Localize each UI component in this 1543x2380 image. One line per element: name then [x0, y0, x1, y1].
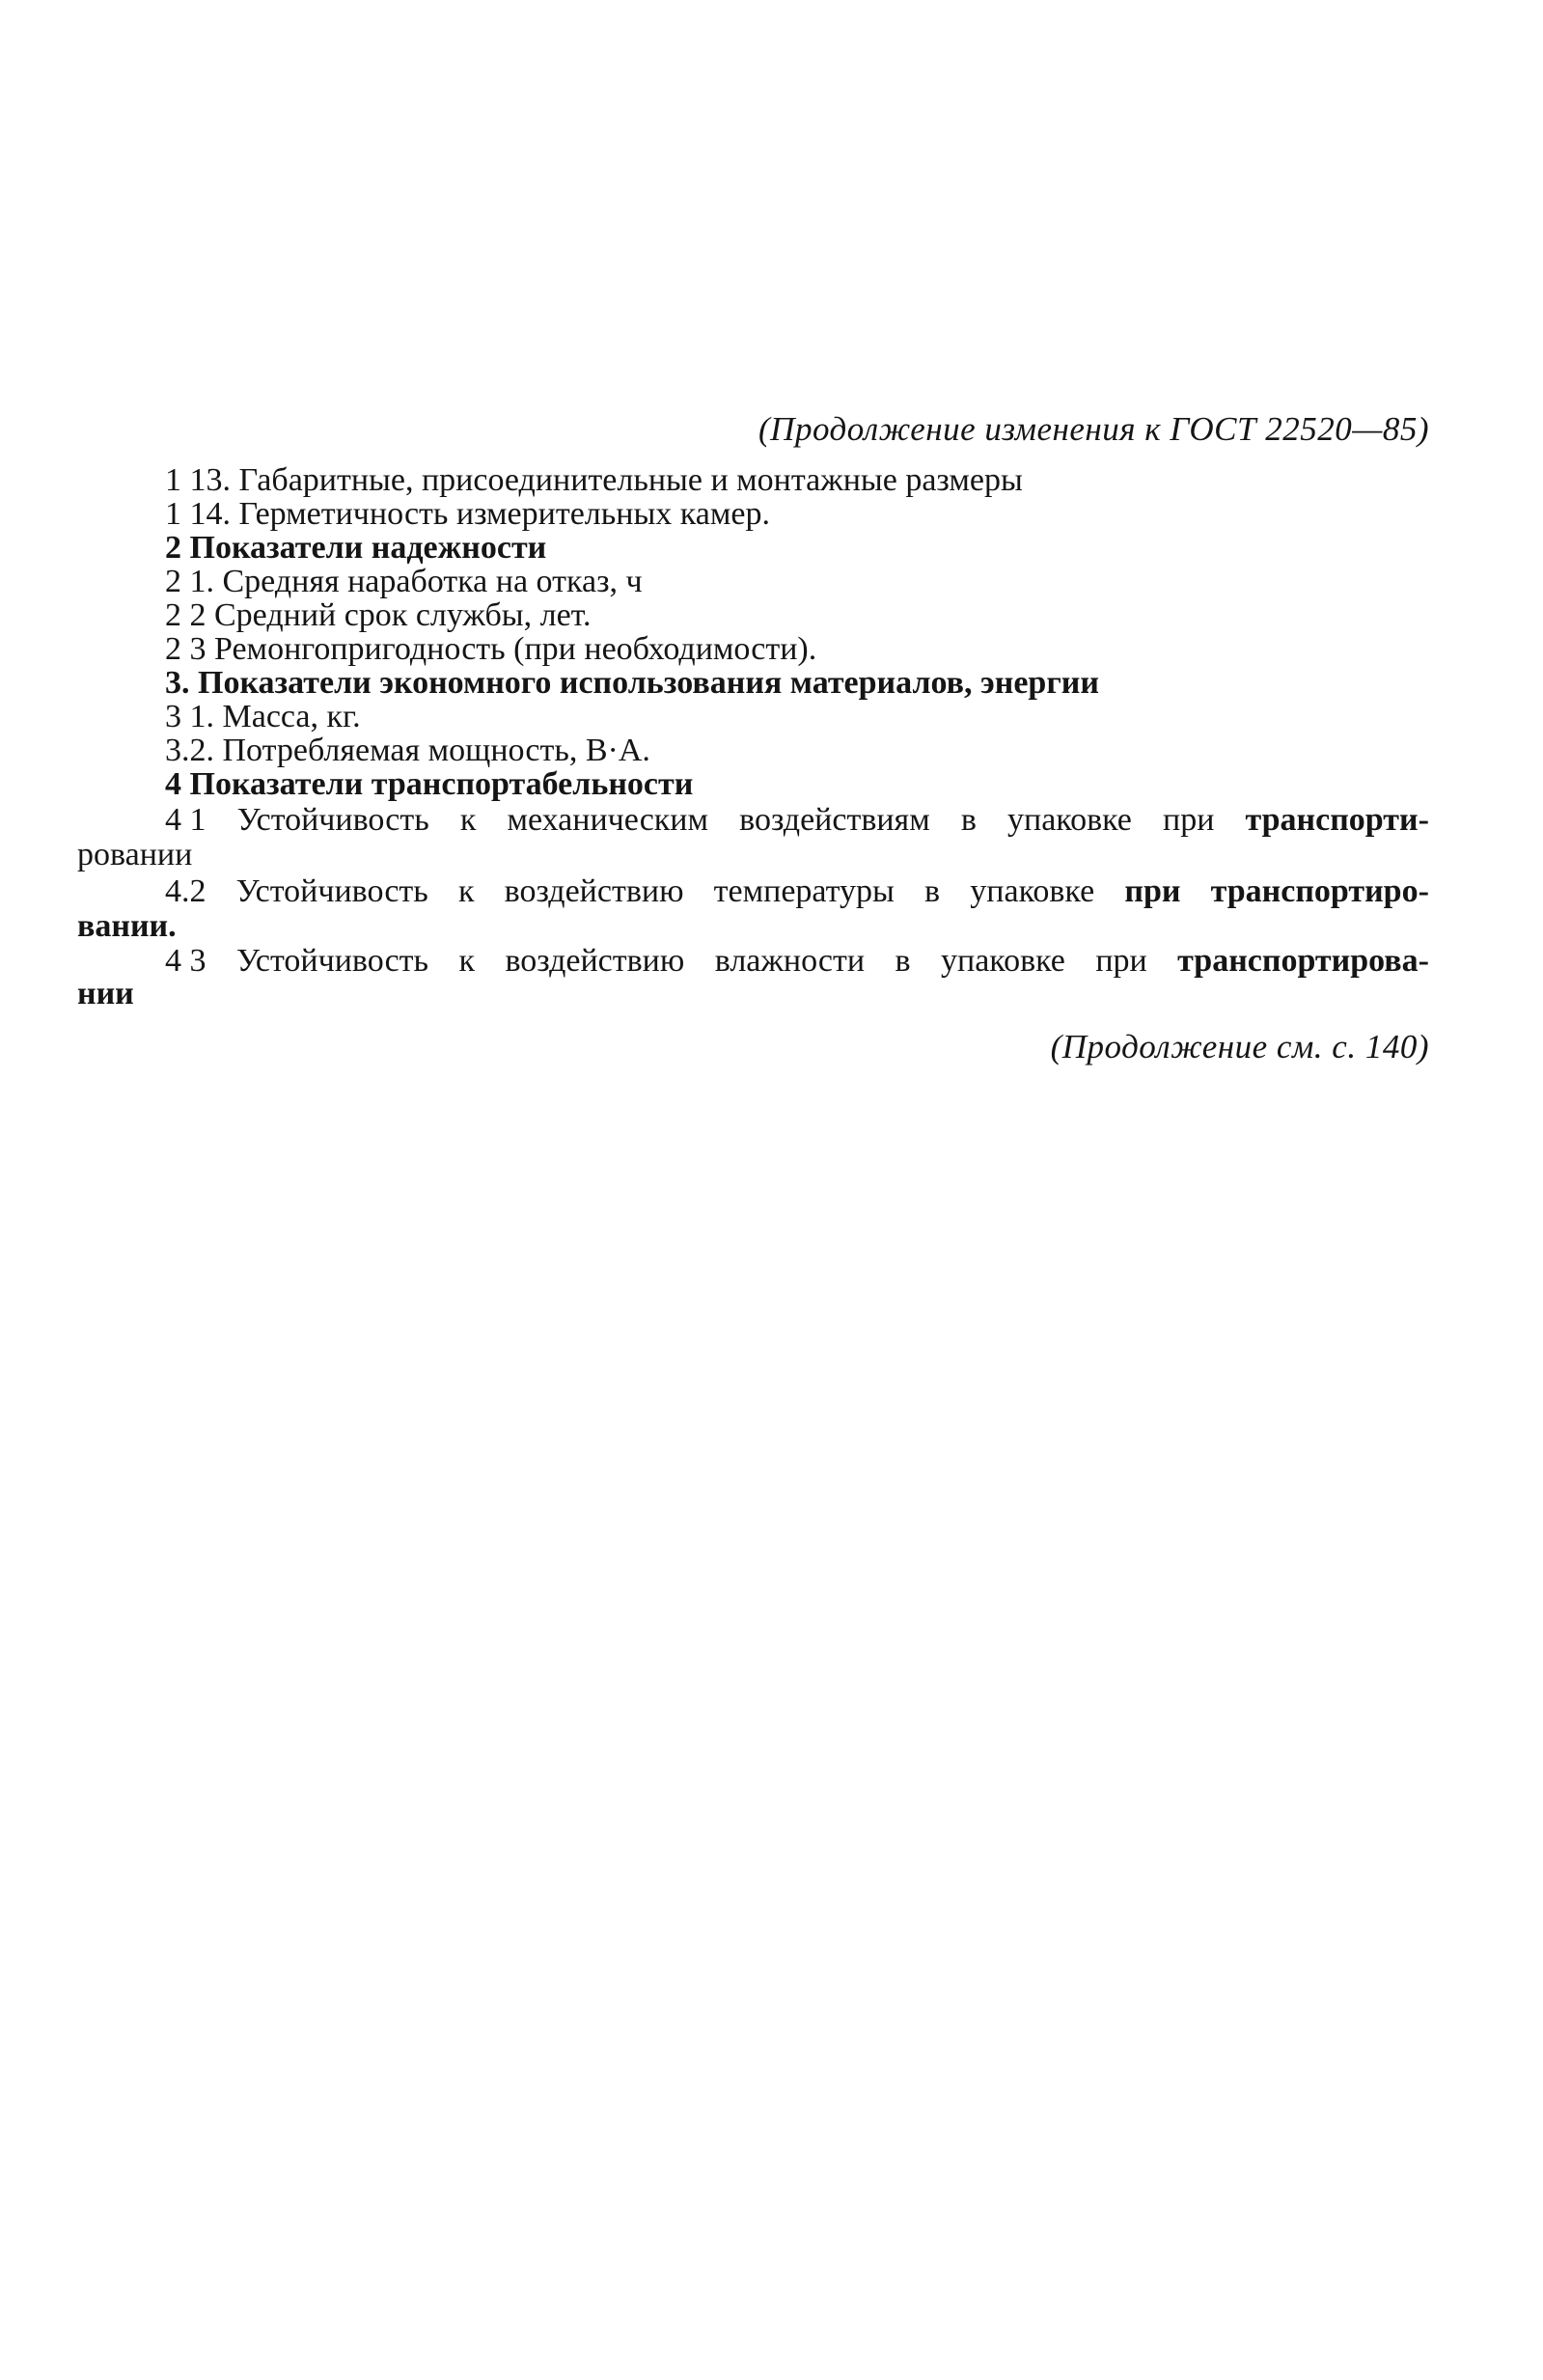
item-4-3-word: 4 3 [165, 943, 207, 979]
item-4-1-word: механическим [507, 802, 709, 838]
item-4-3-word: влажности [714, 943, 866, 979]
item-4-3-continuation: нии [77, 976, 134, 1011]
item-4-2-word: в [924, 873, 941, 909]
item-4-2-line [165, 874, 1429, 909]
item-4-3-word: при [1095, 943, 1147, 979]
item-4-1-word: Устойчивость [236, 802, 429, 838]
continuation-header: (Продолжение изменения к ГОСТ 22520—85) [758, 410, 1429, 448]
item-4-2-word: температуры [713, 873, 895, 909]
item-2-1: 2 1. Средняя наработка на отказ, ч [165, 564, 643, 599]
item-4-3-word: Устойчивость [235, 943, 429, 979]
item-1-14: 1 14. Герметичность измерительных камер. [165, 496, 771, 532]
item-4-3-word: к [458, 943, 476, 979]
item-4-1-word: при [1163, 802, 1215, 838]
item-4-3-word: упаковке [941, 943, 1065, 979]
section-4-heading: 4 Показатели транспортабельности [165, 766, 694, 802]
item-4-1-continuation: ровании [77, 837, 193, 872]
item-4-3-word: транспортирова- [1177, 943, 1429, 979]
section-3-heading: 3. Показатели экономного использования материалов, энергии [165, 665, 1099, 701]
item-4-1-word: воздействиям [739, 802, 930, 838]
item-4-2-word: при [1124, 873, 1181, 909]
item-1-13: 1 13. Габаритные, присоединительные и монтажные размеры [165, 462, 1023, 498]
item-4-1-word: упаковке [1007, 802, 1132, 838]
item-3-1: 3 1. Масса, кг. [165, 699, 361, 734]
section-2-heading: 2 Показатели надежности [165, 530, 547, 566]
item-3-2: 3.2. Потребляемая мощность, В·А. [165, 733, 650, 768]
item-4-3-line [165, 944, 1429, 979]
item-4-3-word: в [895, 943, 911, 979]
item-4-2-word: транспортиро- [1210, 873, 1429, 909]
item-4-2-word: Устойчивость [235, 873, 428, 909]
item-2-2: 2 2 Средний срок службы, лет. [165, 597, 592, 633]
item-4-1-word: к [459, 802, 477, 838]
item-4-2-word: 4.2 [165, 873, 207, 909]
item-4-1-word: транспорти- [1245, 802, 1429, 838]
item-4-1-line [165, 803, 1429, 838]
item-4-1-word: в [960, 802, 977, 838]
item-2-3: 2 3 Ремонгопригодность (при необходимости). [165, 631, 817, 667]
item-4-1-word: 4 1 [165, 802, 207, 838]
item-4-2-word: упаковке [970, 873, 1095, 909]
item-4-2-continuation: вании. [77, 908, 177, 944]
item-4-2-word: воздействию [504, 873, 684, 909]
continuation-footer: (Продолжение см. с. 140) [1050, 1028, 1429, 1065]
item-4-2-word: к [457, 873, 475, 909]
item-4-3-word: воздействию [505, 943, 685, 979]
